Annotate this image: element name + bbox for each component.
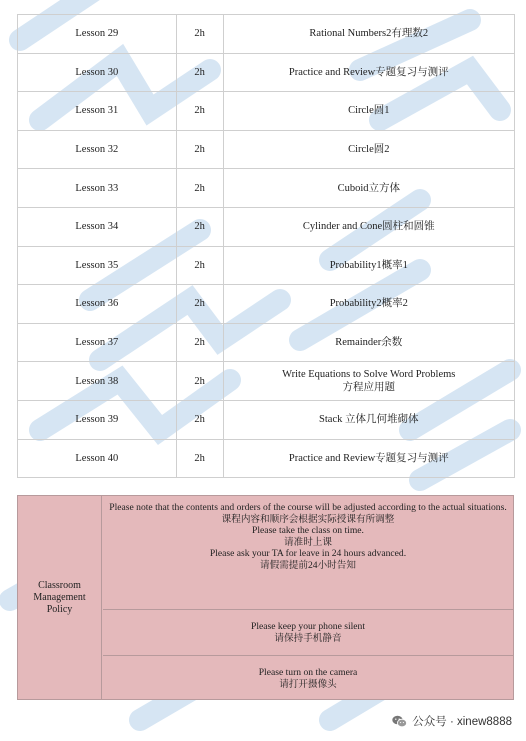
table-row [18,53,515,92]
lesson-hours-cell: 2h [176,323,223,362]
table-row [18,400,515,439]
lesson-name-cell: Lesson 34 [18,207,177,246]
policy-line: Please ask your TA for leave in 24 hours advanced. [209,548,407,559]
lesson-hours-cell: 2h [176,362,223,401]
classroom-policy-table [17,495,514,700]
lesson-topic-text: Circle圆1 [348,105,390,117]
lesson-table-body [18,15,515,478]
lesson-hours-cell: 2h [176,246,223,285]
wechat-account-badge [392,713,512,729]
policy-label: Classroom Management Policy [18,496,102,699]
lesson-name-cell: Lesson 35 [18,246,177,285]
table-row [18,246,515,285]
lesson-topic-cell [223,439,514,478]
lesson-topic-text: Write Equations to Solve Word Problems [282,369,456,381]
lesson-hours-cell: 2h [176,53,223,92]
lesson-name-cell: Lesson 29 [18,15,177,54]
lesson-topic-text: Cuboid立方体 [337,182,400,194]
wechat-icon [392,715,407,728]
table-row [18,285,515,324]
lesson-topic-cell [223,362,514,401]
table-row [18,323,515,362]
lesson-topic-text: Probability1概率1 [329,259,408,271]
policy-line: Please keep your phone silent [250,621,366,632]
lesson-name-cell: Lesson 30 [18,53,177,92]
table-row [18,92,515,131]
policy-line: Please turn on the camera [258,667,358,678]
policy-row-camera [103,656,513,701]
lesson-topic-text: Practice and Review专题复习与测评 [288,66,449,78]
lesson-hours-cell: 2h [176,15,223,54]
lesson-name-cell: Lesson 39 [18,400,177,439]
lesson-hours-cell: 2h [176,130,223,169]
lesson-hours-cell: 2h [176,400,223,439]
lesson-topic-cell [223,400,514,439]
policy-line: Please note that the contents and orders of the course will be adjusted according to the actual situations. [109,502,507,513]
lesson-name-cell: Lesson 31 [18,92,177,131]
policy-line: 请准时上课 [284,536,332,548]
policy-body [103,496,513,699]
lesson-topic-cell [223,130,514,169]
lesson-hours-cell: 2h [176,92,223,131]
lesson-topic-cell [223,92,514,131]
lesson-topic-text: Rational Numbers2有理数2 [309,28,429,40]
policy-row-phone [103,610,513,656]
table-row [18,130,515,169]
lesson-topic-text: Probability2概率2 [329,298,408,310]
policy-line: 请假需提前24小时告知 [260,559,356,571]
lesson-name-cell: Lesson 40 [18,439,177,478]
lesson-topic-text: Practice and Review专题复习与测评 [288,452,449,464]
policy-line: 请保持手机静音 [274,632,342,644]
lesson-hours-cell: 2h [176,169,223,208]
lesson-name-cell: Lesson 32 [18,130,177,169]
lesson-hours-cell: 2h [176,439,223,478]
lesson-name-cell: Lesson 38 [18,362,177,401]
policy-line: Please take the class on time. [252,525,364,536]
lesson-topic-text: Cylinder and Cone圆柱和圆锥 [302,221,435,233]
lesson-topic-cell [223,15,514,54]
table-row [18,439,515,478]
lesson-hours-cell: 2h [176,285,223,324]
lesson-name-cell: Lesson 37 [18,323,177,362]
lesson-topic-cell [223,285,514,324]
policy-line: 课程内容和顺序会根据实际授课有所调整 [221,513,395,525]
lesson-topic-cell [223,246,514,285]
table-row [18,362,515,401]
table-row [18,169,515,208]
lesson-topic-text: Circle圆2 [348,144,390,156]
lesson-topic-text: Remainder余数 [335,337,403,349]
lesson-topic-cell [223,207,514,246]
lesson-topic-subtext: 方程应用题 [342,382,396,394]
table-row [18,15,515,54]
lesson-topic-cell [223,169,514,208]
table-row [18,207,515,246]
wechat-account-text: 公众号 · xinew8888 [412,716,512,728]
lesson-hours-cell: 2h [176,207,223,246]
lesson-topic-cell [223,323,514,362]
lesson-topic-text: Stack 立体几何堆砌体 [319,414,419,426]
lesson-name-cell: Lesson 33 [18,169,177,208]
lesson-name-cell: Lesson 36 [18,285,177,324]
lesson-schedule-table [17,14,515,478]
policy-row-schedule [103,496,513,610]
policy-line: 请打开摄像头 [279,678,337,690]
lesson-topic-cell [223,53,514,92]
